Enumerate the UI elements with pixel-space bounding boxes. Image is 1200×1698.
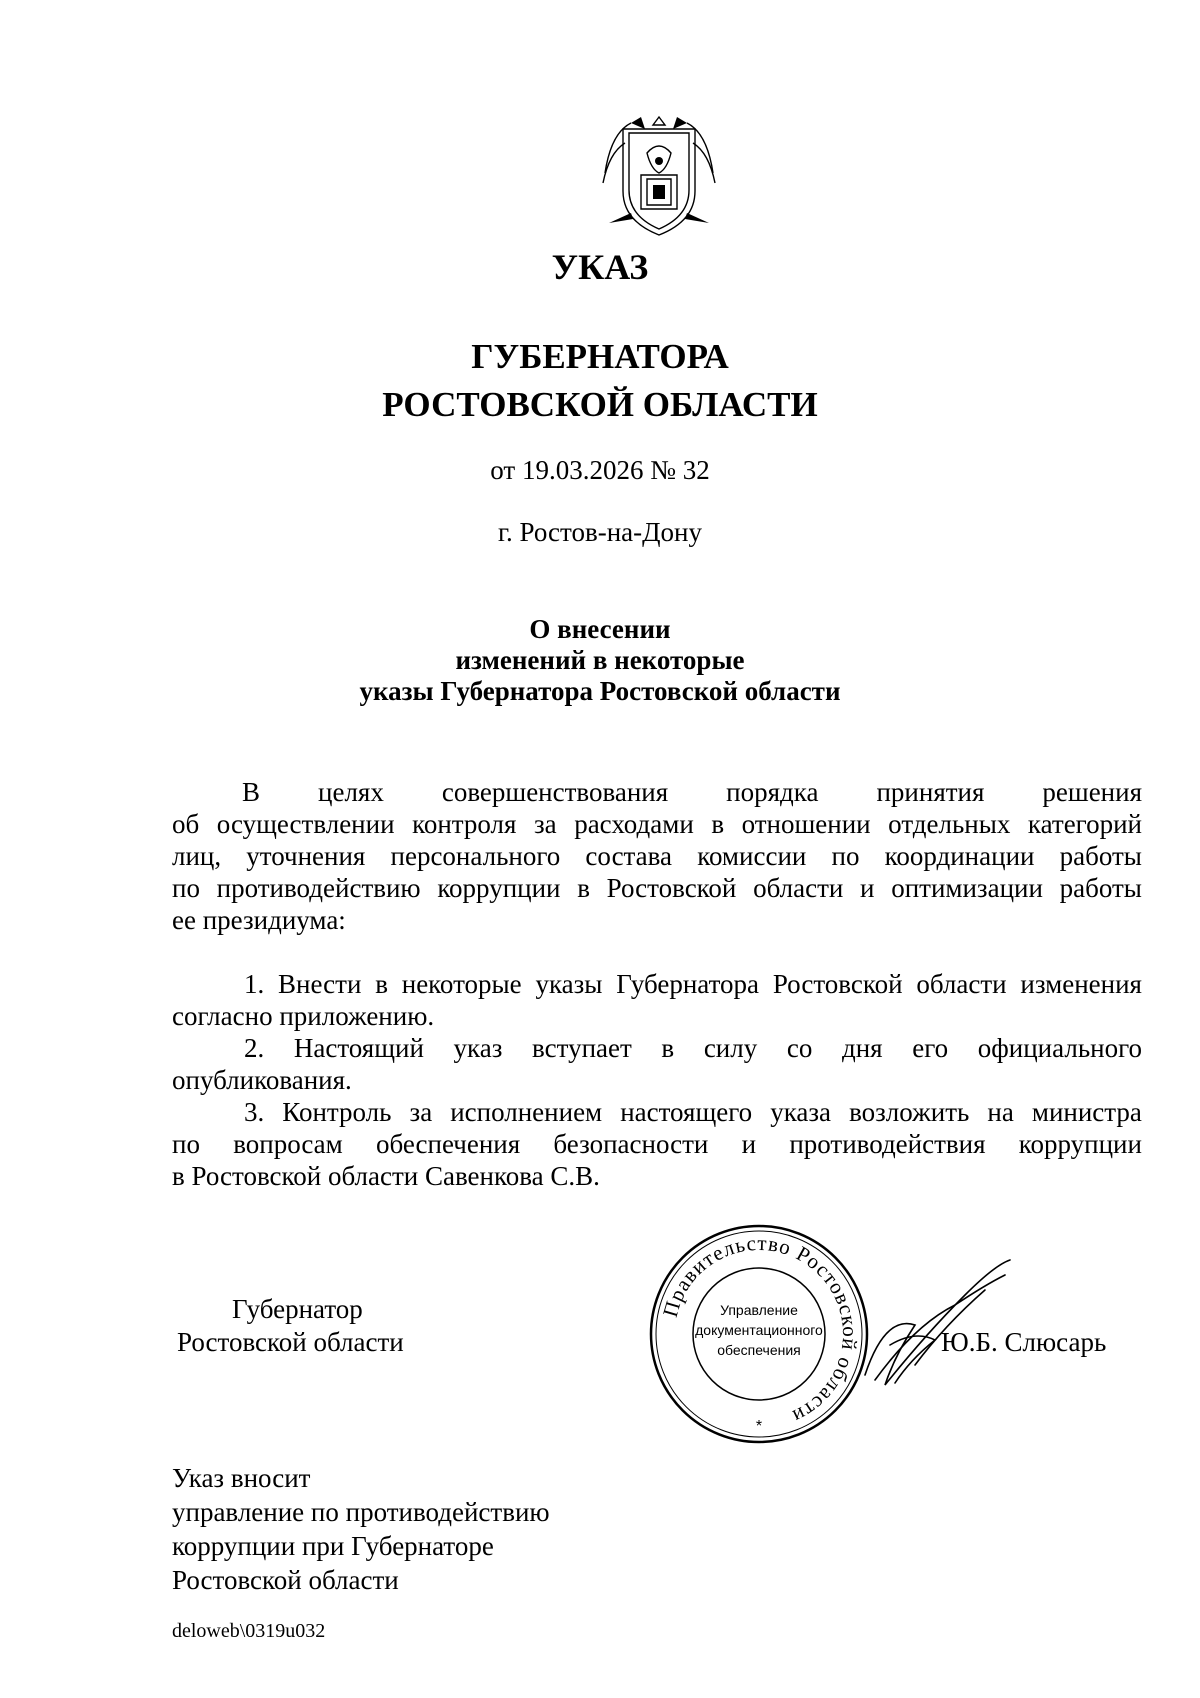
word: Настоящий: [293, 1033, 424, 1063]
word: коррупции: [437, 873, 561, 903]
item3-line3: в Ростовской области Савенкова С.В.: [172, 1161, 600, 1191]
word: осуществлении: [216, 809, 395, 839]
word: комиссии: [697, 841, 807, 871]
item1-line2: согласно приложению.: [172, 1001, 435, 1031]
word: вступает: [532, 1033, 632, 1063]
official-stamp: [648, 1223, 870, 1445]
word: и: [741, 1129, 757, 1159]
word: по: [172, 873, 200, 903]
signatory-position-line1: Губернатор: [232, 1294, 363, 1324]
word: в: [375, 969, 388, 999]
word: коррупции: [1018, 1129, 1142, 1159]
preamble-line3: [172, 840, 1142, 872]
word: силу: [703, 1033, 758, 1063]
word: 1.: [244, 969, 265, 999]
city: г. Ростов-на-Дону: [497, 517, 702, 547]
preamble-word: решения: [1042, 777, 1142, 807]
footer-line4: Ростовской области: [172, 1565, 399, 1595]
word: Контроль: [282, 1097, 392, 1127]
item2-line1: [172, 1032, 1142, 1064]
handwritten-signature-icon: [855, 1255, 1025, 1395]
word: дня: [842, 1033, 883, 1063]
word: Ростовской: [772, 969, 903, 999]
coat-of-arms-icon: [601, 113, 717, 239]
word: указ: [453, 1033, 503, 1063]
word: безопасности: [553, 1129, 709, 1159]
issuer-title-line1: ГУБЕРНАТОРА: [471, 337, 729, 376]
subject-line2: изменений в некоторые: [455, 645, 745, 675]
word: некоторые: [401, 969, 522, 999]
word: отношении: [741, 809, 871, 839]
word: указа: [770, 1097, 832, 1127]
subject-line1: О внесении: [529, 614, 671, 644]
preamble-line5: ее президиума:: [172, 905, 346, 935]
word: Губернатора: [616, 969, 760, 999]
word: указы: [535, 969, 603, 999]
preamble-word: целях: [318, 777, 384, 807]
preamble-word: В: [242, 777, 261, 807]
word: категорий: [1027, 809, 1142, 839]
word: в: [711, 809, 725, 839]
preamble-line1: [242, 776, 1142, 808]
word: со: [786, 1033, 813, 1063]
word: персонального: [390, 841, 561, 871]
word: обеспечения: [376, 1129, 521, 1159]
preamble-line4: [172, 872, 1142, 904]
word: и: [860, 873, 875, 903]
word: за: [409, 1097, 433, 1127]
preamble-word: принятия: [876, 777, 985, 807]
word: в: [661, 1033, 675, 1063]
word: на: [987, 1097, 1014, 1127]
word: исполнением: [450, 1097, 603, 1127]
word: Ростовской: [606, 873, 737, 903]
footer-line3: коррупции при Губернаторе: [172, 1531, 494, 1561]
word: области: [916, 969, 1007, 999]
word: области: [753, 873, 844, 903]
stamp-center-line3: обеспечения: [717, 1342, 801, 1358]
word: состава: [585, 841, 673, 871]
footer-line1: Указ вносит: [172, 1463, 311, 1493]
word: настоящего: [620, 1097, 753, 1127]
word: работы: [1059, 873, 1142, 903]
word: об: [172, 809, 200, 839]
item3-line1: [172, 1096, 1142, 1128]
preamble-word: порядка: [726, 777, 819, 807]
signatory-position-line2: Ростовской области: [177, 1327, 404, 1357]
word: за: [534, 809, 557, 839]
signatory-name: Ю.Б. Слюсарь: [941, 1327, 1107, 1357]
word: Внести: [278, 969, 362, 999]
word: по: [831, 841, 860, 871]
word: 2.: [244, 1033, 265, 1063]
item2-line2: опубликования.: [172, 1065, 352, 1095]
document-code: deloweb\0319u032: [172, 1620, 326, 1642]
word: изменения: [1020, 969, 1142, 999]
word: его: [912, 1033, 949, 1063]
preamble-word: совершенствования: [441, 777, 669, 807]
stamp-center-line1: Управление: [720, 1302, 798, 1318]
word: отдельных: [888, 809, 1011, 839]
word: оптимизации: [891, 873, 1043, 903]
date-number: от 19.03.2026 № 32: [490, 455, 710, 485]
document-type-title: УКАЗ: [551, 247, 649, 287]
word: противодействия: [789, 1129, 986, 1159]
word: уточнения: [246, 841, 366, 871]
word: министра: [1031, 1097, 1142, 1127]
item1-line1: [172, 968, 1142, 1000]
stamp-ring-text: Правительство Ростовской области: [657, 1230, 863, 1430]
word: координации: [884, 841, 1035, 871]
word: контроля: [412, 809, 517, 839]
word: работы: [1059, 841, 1142, 871]
subject-line3: указы Губернатора Ростовской области: [359, 676, 841, 706]
item3-line2: [172, 1128, 1142, 1160]
word: расходами: [574, 809, 694, 839]
footer-line2: управление по противодействию: [172, 1497, 550, 1527]
word: официального: [977, 1033, 1142, 1063]
word: 3.: [244, 1097, 265, 1127]
stamp-center-line2: документационного: [695, 1322, 823, 1338]
word: лиц,: [172, 841, 222, 871]
word: вопросам: [233, 1129, 343, 1159]
word: противодействию: [216, 873, 421, 903]
word: по: [172, 1129, 200, 1159]
word: возложить: [849, 1097, 970, 1127]
stamp-star: *: [755, 1418, 763, 1435]
preamble-line2: [172, 808, 1142, 840]
issuer-title-line2: РОСТОВСКОЙ ОБЛАСТИ: [382, 385, 818, 424]
word: в: [577, 873, 590, 903]
